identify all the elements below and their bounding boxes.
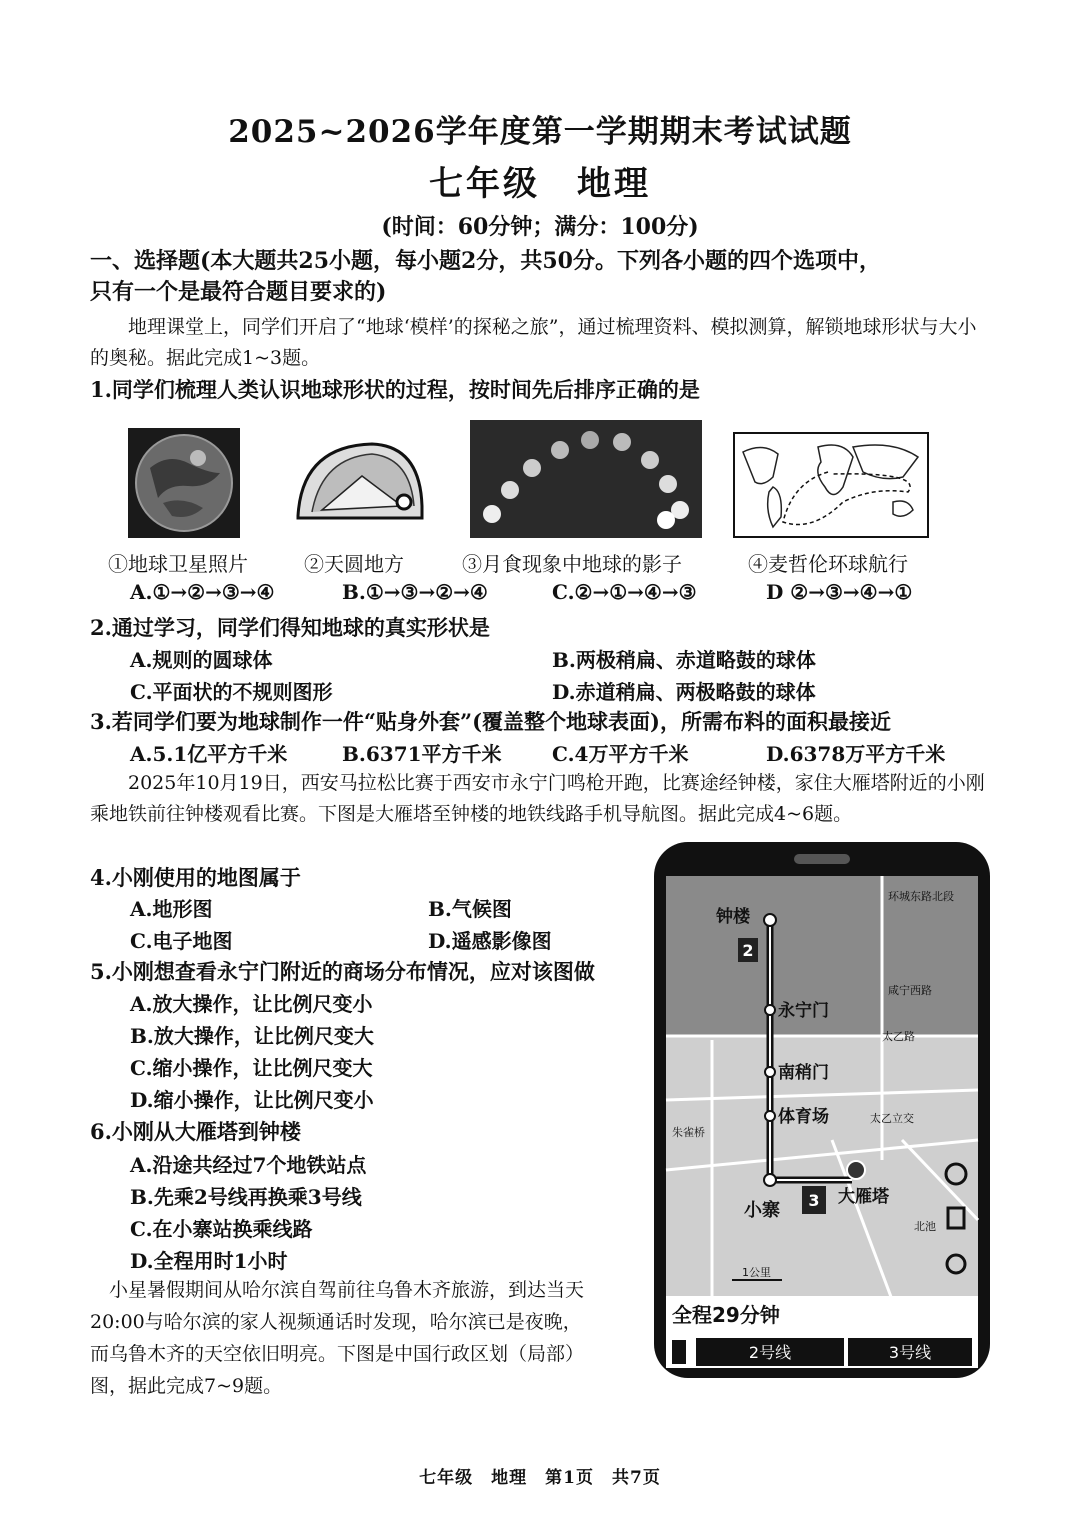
road-label: 太乙路 — [882, 1030, 915, 1043]
question-1-stem: 1.同学们梳理人类认识地球形状的过程，按时间先后排序正确的是 — [90, 377, 700, 402]
q5-option-a[interactable]: A.放大操作，让比例尺变小 — [130, 992, 373, 1016]
intro3-line: 20:00与哈尔滨的家人视频通话时发现，哈尔滨已是夜晚， — [90, 1311, 582, 1333]
line-2-badge-label: 2 — [742, 941, 754, 960]
scale-label: 1公里 — [742, 1266, 771, 1279]
q3-option-c[interactable]: C.4万平方千米 — [552, 742, 689, 766]
q1-option-d[interactable]: D ②→③→④→① — [766, 580, 913, 604]
line-3-segment-label: 3号线 — [888, 1343, 932, 1362]
q1-option-b[interactable]: B.①→③→②→④ — [342, 580, 488, 604]
question-2-stem: 2.通过学习，同学们得知地球的真实形状是 — [90, 615, 490, 640]
station-label-zhonglou: 钟楼 — [716, 907, 750, 927]
q4-option-a[interactable]: A.地形图 — [130, 897, 213, 921]
q5-option-d[interactable]: D.缩小操作，让比例尺变小 — [130, 1088, 374, 1112]
page-footer: 七年级 地理 第1页 共7页 — [419, 1468, 661, 1488]
station-label-nanshaomen: 南稍门 — [778, 1063, 829, 1083]
intro3-line: 图，据此完成7~9题。 — [90, 1375, 283, 1397]
q2-option-a[interactable]: A.规则的圆球体 — [130, 648, 273, 672]
question-6-stem: 6.小刚从大雁塔到钟楼 — [90, 1119, 301, 1144]
line-3-badge-label: 3 — [808, 1191, 820, 1210]
line-2-segment-label: 2号线 — [748, 1343, 792, 1362]
q6-option-d[interactable]: D.全程用时1小时 — [130, 1249, 288, 1273]
exam-info: (时间：60分钟；满分：100分) — [381, 214, 699, 240]
q2-option-d[interactable]: D.赤道稍扁、两极略鼓的球体 — [552, 680, 816, 704]
station-label-dayanta: 大雁塔 — [838, 1187, 889, 1207]
section-heading-line1: 一、选择题(本大题共25小题，每小题2分，共50分。下列各小题的四个选项中， — [90, 248, 881, 274]
route-duration: 全程29分钟 — [672, 1303, 780, 1327]
road-label: 环城东路北段 — [888, 890, 954, 903]
q2-option-c[interactable]: C.平面状的不规则图形 — [130, 680, 333, 704]
road-label: 北池 — [914, 1220, 936, 1233]
exam-title: 2025~2026学年度第一学期期末考试试题 — [228, 114, 852, 150]
road-label: 太乙立交 — [870, 1112, 914, 1125]
q1-caption-3: ③月食现象中地球的影子 — [462, 552, 682, 576]
q6-option-c[interactable]: C.在小寨站换乘线路 — [130, 1217, 313, 1241]
walk-icon — [672, 1340, 686, 1364]
intro-passage-3 — [90, 1274, 640, 1402]
q4-option-d[interactable]: D.遥感影像图 — [428, 929, 552, 953]
q1-caption-2: ②天圆地方 — [304, 552, 404, 576]
magellan-voyage-map — [733, 432, 929, 538]
intro3-line: 小星暑假期间从哈尔滨自驾前往乌鲁木齐旅游，到达当天 — [109, 1279, 585, 1301]
q6-option-a[interactable]: A.沿途共经过7个地铁站点 — [130, 1153, 367, 1177]
intro-passage-2: 2025年10月19日，西安马拉松比赛于西安市永宁门鸣枪开跑，比赛途经钟楼，家住大雁塔附近的小刚乘地铁前往钟楼观看比赛。下图是大雁塔至钟楼的地铁线路手机导航图。据此完成4~6题。 — [90, 772, 985, 825]
q6-option-b[interactable]: B.先乘2号线再换乘3号线 — [130, 1185, 362, 1209]
section-heading — [90, 246, 990, 308]
intro-passage-1: 地理课堂上，同学们开启了“地球‘模样’的探秘之旅”，通过梳理资料、模拟测算，解锁地球形状与大小的奥秘。据此完成1~3题。 — [90, 316, 977, 369]
exam-subtitle: 七年级 地理 — [429, 164, 651, 204]
q2-option-b[interactable]: B.两极稍扁、赤道略鼓的球体 — [552, 648, 816, 672]
q1-caption-1: ①地球卫星照片 — [108, 552, 248, 576]
question-3-stem: 3.若同学们要为地球制作一件“贴身外套”(覆盖整个地球表面)，所需布料的面积最接近 — [90, 709, 891, 734]
q1-option-a[interactable]: A.①→②→③→④ — [130, 580, 275, 604]
station-label-xiaozhai: 小寨 — [744, 1200, 780, 1221]
q5-option-b[interactable]: B.放大操作，让比例尺变大 — [130, 1024, 374, 1048]
station-label-tiyuchang: 体育场 — [778, 1107, 829, 1127]
question-5-stem: 5.小刚想查看永宁门附近的商场分布情况，应对该图做 — [90, 959, 595, 984]
round-sky-square-earth-image — [292, 436, 426, 530]
section-heading-line2: 只有一个是最符合题目要求的) — [90, 279, 387, 305]
q1-option-c[interactable]: C.②→①→④→③ — [552, 580, 697, 604]
lunar-eclipse-shadow-image — [470, 420, 702, 538]
question-4-stem: 4.小刚使用的地图属于 — [90, 865, 301, 890]
q5-option-c[interactable]: C.缩小操作，让比例尺变大 — [130, 1056, 373, 1080]
q3-option-b[interactable]: B.6371平方千米 — [342, 742, 502, 766]
road-label: 朱雀桥 — [672, 1126, 705, 1139]
q3-option-a[interactable]: A.5.1亿平方千米 — [130, 742, 288, 766]
q1-caption-4: ④麦哲伦环球航行 — [748, 552, 908, 576]
q4-option-c[interactable]: C.电子地图 — [130, 929, 233, 953]
intro3-line: 而乌鲁木齐的天空依旧明亮。下图是中国行政区划（局部） — [90, 1343, 585, 1365]
q4-option-b[interactable]: B.气候图 — [428, 897, 512, 921]
satellite-earth-photo — [128, 428, 240, 538]
station-label-yongningmen: 永宁门 — [778, 1001, 829, 1021]
q3-option-d[interactable]: D.6378万平方千米 — [766, 742, 946, 766]
road-label: 咸宁西路 — [888, 984, 932, 997]
phone-navigation-map — [652, 840, 992, 1380]
